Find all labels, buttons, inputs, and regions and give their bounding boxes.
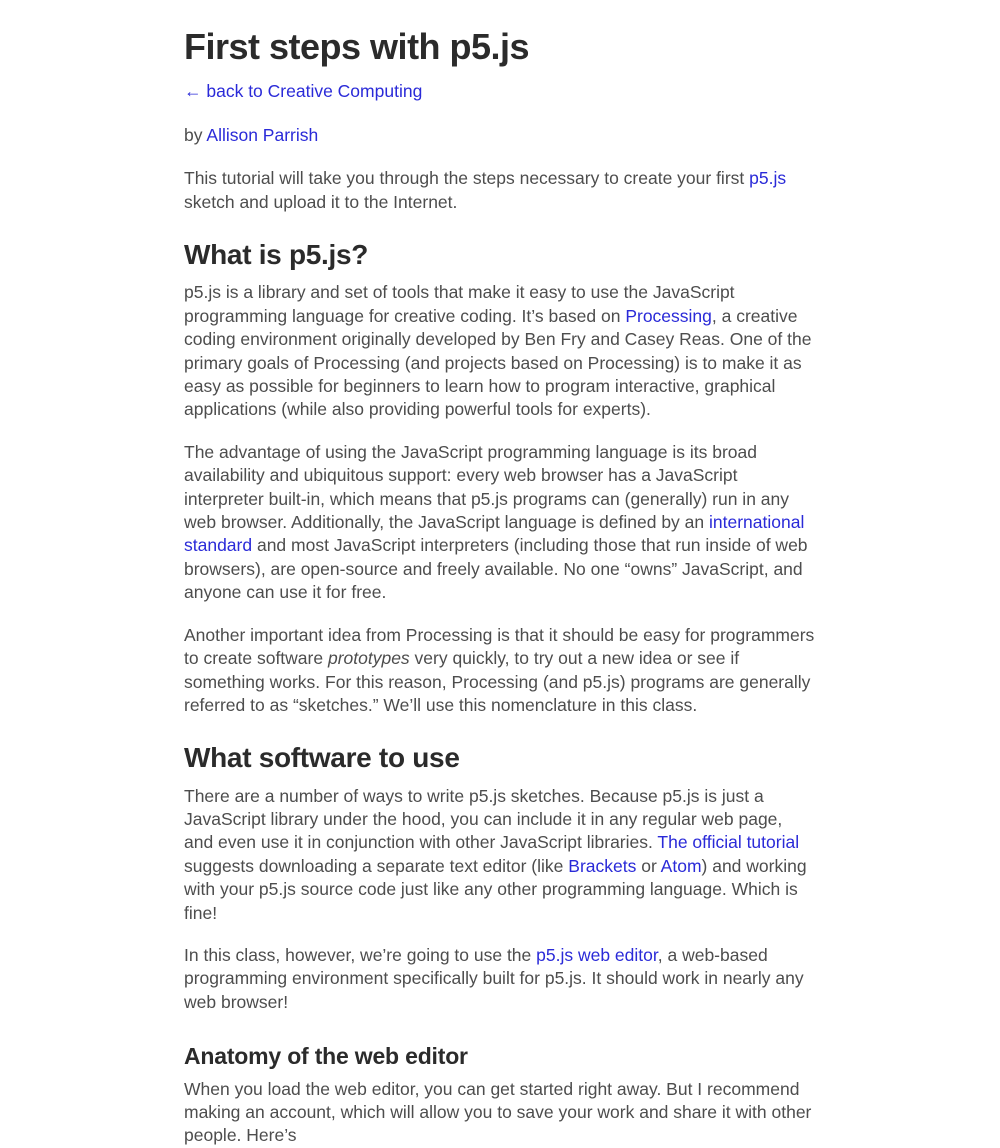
section-heading-anatomy-of-the-web-editor: Anatomy of the web editor	[184, 1043, 468, 1070]
paragraph: Another important idea from Processing is that it should be easy for programmers to create software prototypes very quickly, to try out a new idea or see if something works. For this reason, Processing (and p5.js) programs are generally referred to as “sketches.” We’ll use this nomenclature in this class.	[184, 624, 815, 715]
paragraph: There are a number of ways to write p5.js sketches. Because p5.js is just a JavaScript library under the hood, you can include it in any regular web page, and even use it in conjunction with other JavaScript libraries. The official tutorial suggests downloading a separate text editor (like Brackets or Atom) and working with your p5.js source code just like any other programming language. Which is fine!	[184, 785, 807, 923]
paragraph: p5.js is a library and set of tools that make it easy to use the JavaScript programming language for creative coding. It’s based on Processing, a creative coding environment originally developed by Ben Fry and Casey Reas. One of the primary goals of Processing (and projects based on Processing) is to make it as easy as possible for beginners to learn how to program interactive, graphical applications (while also providing powerful tools for experts).	[184, 282, 812, 420]
byline-prefix: by	[184, 125, 207, 145]
back-link[interactable]: ← back to Creative Computing	[184, 80, 423, 101]
article-page	[184, 0, 816, 1148]
byline	[184, 124, 816, 147]
back-link-row	[184, 80, 816, 103]
inline-link[interactable]: The official tutorial	[657, 832, 800, 853]
paragraph: In this class, however, we’re going to use the p5.js web editor, a web-based programming environment specifically built for p5.js. It should work in nearly any web browser!	[184, 944, 804, 1012]
author-link[interactable]: Allison Parrish	[206, 125, 319, 145]
emphasis-text: prototypes	[327, 648, 410, 669]
paragraph: When you load the web editor, you can get started right away. But I recommend making an account, which will allow you to save your work and share it with other people. Here’s	[184, 1078, 812, 1146]
inline-link[interactable]: p5.js web editor	[536, 944, 658, 965]
inline-link[interactable]: Brackets	[568, 855, 637, 876]
section-heading-what-is-p5js: What is p5.js?	[184, 239, 369, 271]
page-title: First steps with p5.js	[184, 26, 530, 67]
paragraph: The advantage of using the JavaScript programming language is its broad availability and ubiquitous support: every web browser has a JavaScript interpreter built-in, which means that p5.js programs can (generally) run in any web browser. Additionally, the JavaScript language is defined by an international standard and most JavaScript interpreters (including those that run inside of web browsers), are open-source and freely available. No one “owns” JavaScript, and anyone can use it for free.	[184, 441, 808, 603]
intro-paragraph: This tutorial will take you through the steps necessary to create your first p5.js sketch and upload it to the Internet.	[184, 168, 787, 212]
inline-link[interactable]: Atom	[660, 855, 702, 876]
inline-link[interactable]: Processing	[625, 305, 712, 326]
inline-link[interactable]: p5.js	[749, 168, 787, 189]
inline-link[interactable]: international standard	[184, 512, 805, 556]
section-heading-what-software-to-use: What software to use	[184, 742, 460, 774]
